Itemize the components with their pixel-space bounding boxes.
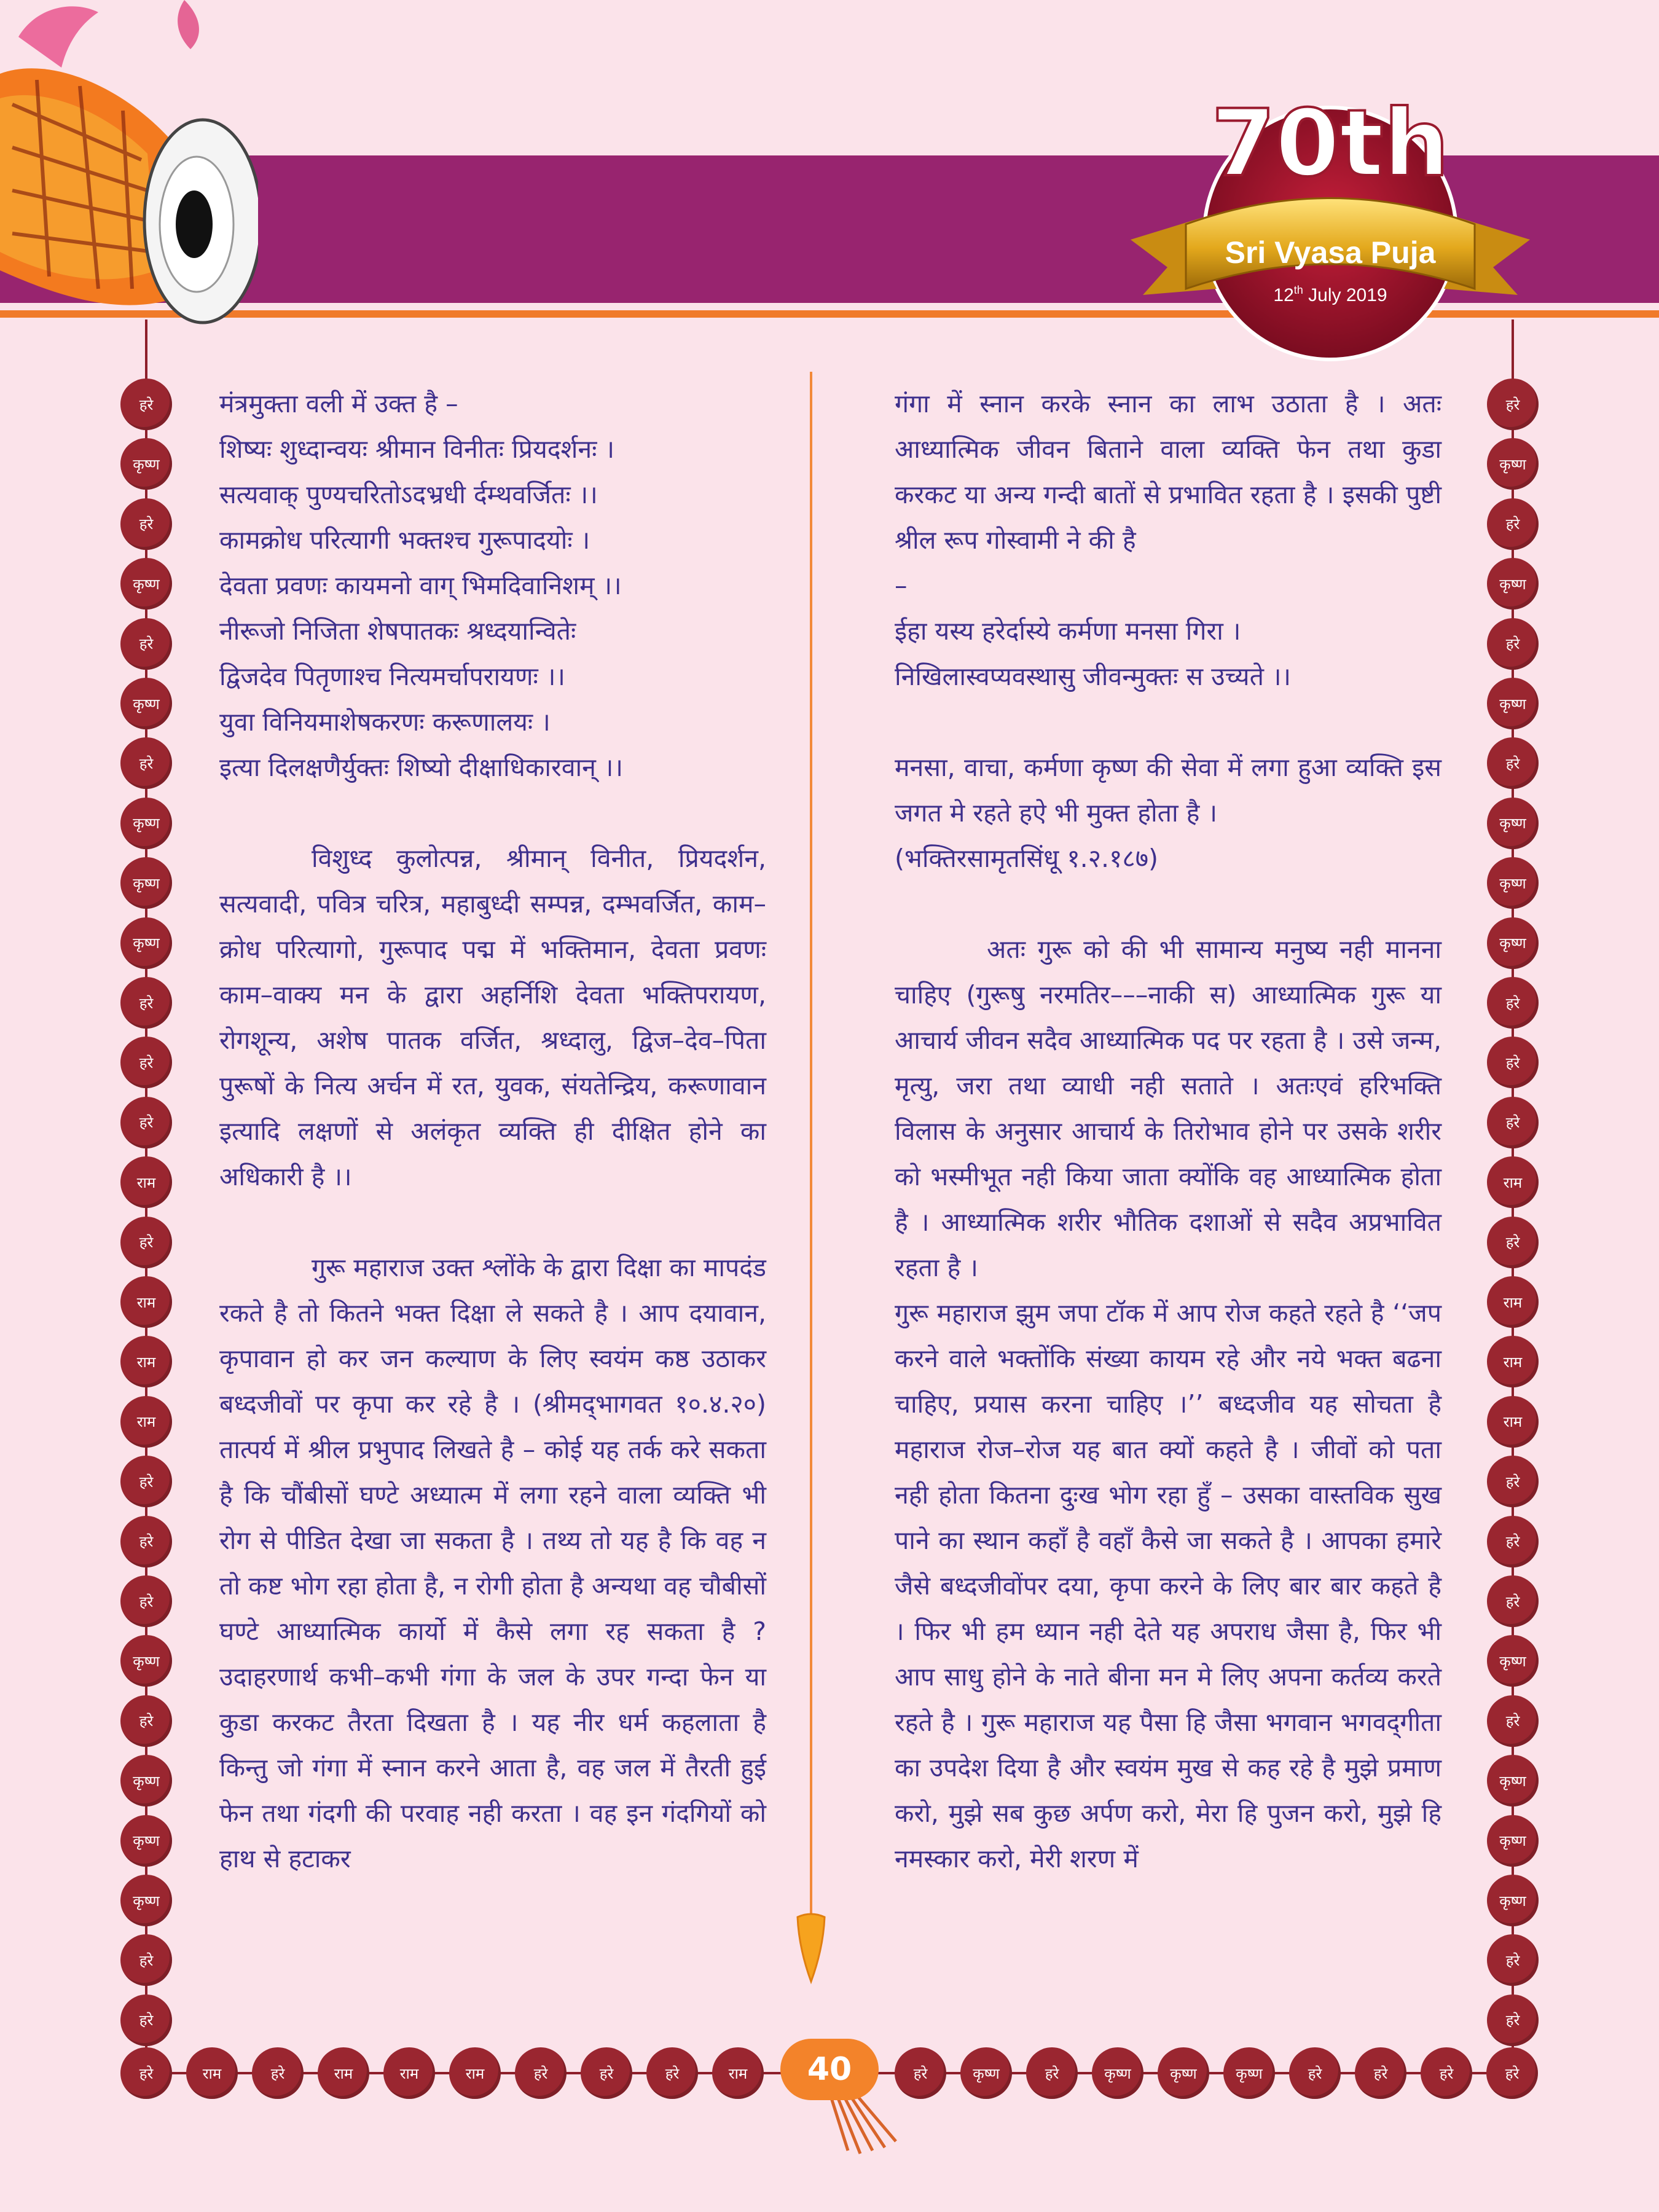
paragraph-ganga: गंगा में स्नान करके स्नान का लाभ उठाता है । अतः आध्यात्मिक जीवन बिताने वाला व्यक्ति फेन तथा कुडा करकट या अन्य गन्दी बातों से प्रभावित रहता है । इसकी पुष्टी श्रील रूप गोस्वामी ने की है [895, 389, 1441, 555]
mantra-bead: कृष्ण [1487, 438, 1539, 490]
mantra-bead: कृष्ण [1158, 2047, 1209, 2099]
verse-line: ईहा यस्य हरेर्दास्ये कर्मणा मनसा गिरा । [895, 616, 1241, 646]
left-column [219, 381, 766, 1881]
badge-date: 12th July 2019 [1273, 284, 1387, 305]
badge-number: 70th [1211, 92, 1449, 197]
mantra-bead: राम [120, 1336, 172, 1387]
mantra-bead: हरे [1355, 2047, 1406, 2099]
mantra-bead: राम [1487, 1276, 1539, 1328]
mantra-bead: कृष्ण [120, 857, 172, 909]
dash: – [895, 571, 908, 600]
mantra-bead: राम [120, 1276, 172, 1328]
mantra-bead: राम [318, 2047, 369, 2099]
mantra-bead: राम [1487, 1396, 1539, 1448]
mantra-bead: हरे [120, 1934, 172, 1986]
mantra-bead: कृष्ण [1487, 1635, 1539, 1687]
mantra-bead: राम [1487, 1156, 1539, 1208]
verse-line: इत्या दिलक्षणैर्युक्तः शिष्यो दीक्षाधिकारवान् ।। [219, 753, 624, 782]
mantra-bead: हरे [1487, 378, 1539, 430]
paragraph-initiation: गुरू महाराज उक्त श्लोंके के द्वारा दिक्षा का मापदंड रकते है तो कितने भक्त दिक्षा ले सकते है । आप दयावान, कृपावान हो कर जन कल्याण के लिए स्वयंम कष्ठ उठाकर बध्दजीवों पर कृपा कर रहे है । (श्रीमद्‌भागवत १०.४.२०) तात्पर्य में श्रील प्रभुपाद लिखते है – कोई यह तर्क करे सकता है कि चौंबीसों घण्टे अध्यात्म में लगा रहने वाला व्यक्ति भी रोग से पीडित देखा जा सकता है । तथ्य तो यह है कि वह न तो कष्ट भोग रहा होता है, न रोगी होता है अन्यथा वह चौबीसों घण्टे आध्यात्मिक कार्यो में कैसे लगा रह सकता है ? उदाहरणार्थ कभी–कभी गंगा के जल के उपर गन्दा फेन या कुडा करकट तैरता दिखता है । यह नीर धर्म कहलाता है किन्तु जो गंगा में स्नान करने आता है, वह जल में तैरती हुई फेन तथा गंदगी की परवाह नही करता । वह इन गंदगियों को हाथ से हटाकर [219, 1253, 766, 1873]
mantra-bead: हरे [1487, 1456, 1539, 1507]
frame-right-line [1512, 320, 1514, 2077]
mantra-bead: हरे [120, 1456, 172, 1507]
mantra-bead: हरे [120, 737, 172, 789]
mantra-bead: हरे [1487, 1037, 1539, 1088]
mantra-bead: कृष्ण [960, 2047, 1012, 2099]
paragraph-liberation: मनसा, वाचा, कर्मणा कृष्ण की सेवा में लगा हुआ व्यक्ति इस जगत मे रहते हऐ भी मुक्त होता है । [895, 753, 1441, 828]
mantra-bead: हरे [1487, 1097, 1539, 1148]
mantra-bead: हरे [646, 2047, 698, 2099]
mantra-bead: कृष्ण [1092, 2047, 1143, 2099]
verse-line: सत्यवाक् पुण्यचरितोऽदभ्रधी र्दम्थवर्जितः ।। [219, 480, 598, 509]
mantra-bead: कृष्ण [120, 1635, 172, 1687]
paragraph-spiritual-master: अतः गुरू को की भी सामान्य मनुष्य नही मानना चाहिए (गुरूषु नरमतिर–––नाकी स) आध्यात्मिक गुरू या आचार्य जीवन सदैव आध्यात्मिक पद पर रहता है । उसे जन्म, मृत्यु, जरा तथा व्याधी नही सताते । अतःएवं हरिभक्ति विलास के अनुसार आचार्य के तिरोभाव होने पर उसके शरीर को भस्मीभूत नही किया जाता क्योंकि वह आध्यात्मिक होता है । आध्यात्मिक शरीर भौतिक दशाओं से सदैव अप्रभावित रहता है । [895, 935, 1441, 1282]
mantra-bead: हरे [1486, 2047, 1538, 2099]
mantra-bead: कृष्ण [1487, 1875, 1539, 1926]
badge-title: Sri Vyasa Puja [1225, 235, 1436, 270]
mantra-bead: कृष्ण [1487, 1815, 1539, 1867]
mantra-bead: हरे [515, 2047, 567, 2099]
mantra-bead: राम [449, 2047, 501, 2099]
mantra-bead: हरे [120, 498, 172, 550]
paragraph-chanting: गुरू महाराज झुम जपा टॉक में आप रोज कहते रहते है ‘‘जप करने वाले भक्तोंकि संख्या कायम रहे और नये भक्त बढना चाहिए, प्रयास करना चाहिए ।’’ बध्दजीव यह सोचता है महाराज रोज–रोज यह बात क्यों कहते है । जीवों को पता नही होता कितना दुःख भोग रहा हुँ – उसका वास्तविक सुख पाने का स्थान कहाँ है वहाँ कैसे जा सकते है । आपका हमारे जैसे बध्दजीवोंपर दया, कृपा करने के लिए बार बार कहते है । फिर भी हम ध्यान नही देते यह अपराध जैसा है, फिर भी आप साधु होने के नाते बीना मन मे लिए अपना कर्तव्य करते रहते है । गुरू महाराज यह पैसा हि जैसा भगवान भगवद्‌गीता का उपदेश दिया है और स्वयंम मुख से कह रहे है मुझे प्रमाण करो, मुझे सब कुछ अर्पण करो, मेरा हि पुजन करो, मुझे हि नमस्कार करो, मेरी शरण में [895, 1298, 1441, 1873]
mantra-bead: हरे [120, 618, 172, 670]
paragraph-qualities: विशुध्द कुलोत्पन्न, श्रीमान् विनीत, प्रियदर्शन, सत्यवादी, पवित्र चरित्र, महाबुध्दी सम्पन्न, दम्भवर्जित, काम–क्रोध परित्यागो, गुरूपाद पद्म में भक्तिमान, देवता प्रवणः काम–वाक्य मन के द्वारा अहर्निशि देवता भक्तिपरायण, रोगशून्य, अशेष पातक वर्जित, श्रध्दालु, द्विज–देव–पिता पुरूषों के नित्य अर्चन में रत, युवक, संयतेन्द्रिय, करूणावान इत्यादि लक्षणों से अलंकृत व्यक्ति ही दीक्षित होने का अधिकारी है ।। [219, 844, 766, 1191]
verse-line: द्विजदेव पितृणाश्च नित्यमर्चापरायणः ।। [219, 662, 565, 691]
mantra-bead: कृष्ण [1487, 678, 1539, 729]
mantra-bead: हरे [1487, 977, 1539, 1029]
mantra-bead: हरे [895, 2047, 946, 2099]
scripture-reference: (भक्तिरसामृतसिंधू १.२.१८७) [895, 844, 1159, 873]
mantra-bead: हरे [120, 378, 172, 430]
right-column [895, 381, 1441, 1881]
mantra-bead: हरे [120, 1994, 172, 2046]
mridanga-drum-icon [0, 0, 258, 344]
verse-line: युवा विनियमाशेषकरणः करूणालयः । [219, 707, 551, 737]
mantra-bead: राम [383, 2047, 435, 2099]
mantra-bead: हरे [120, 1575, 172, 1627]
verse-line: कामक्रोध परित्यागी भक्तश्च गुरूपादयोः । [219, 525, 590, 555]
verse-line: नीरूजो निजिता शेषपातकः श्रध्दयान्वितेः [219, 616, 576, 646]
mantra-bead: हरे [1487, 1934, 1539, 1986]
mantra-bead: हरे [1487, 498, 1539, 550]
mantra-bead: कृष्ण [120, 678, 172, 729]
verse-line: शिष्यः शुध्दान्वयः श्रीमान विनीतः प्रियदर्शनः । [219, 434, 615, 464]
mantra-bead: हरे [120, 1516, 172, 1567]
mantra-bead: हरे [1487, 737, 1539, 789]
mantra-bead: कृष्ण [120, 558, 172, 610]
mantra-bead: हरे [1289, 2047, 1341, 2099]
mantra-bead: हरे [581, 2047, 632, 2099]
frame-left-line [145, 320, 147, 2077]
mantra-bead: कृष्ण [1487, 917, 1539, 969]
page-number: 40 [780, 2039, 879, 2100]
mantra-bead: हरे [1487, 1994, 1539, 2046]
mantra-bead: कृष्ण [120, 1755, 172, 1806]
mantra-bead: राम [1487, 1336, 1539, 1387]
mantra-bead: हरे [120, 977, 172, 1029]
sanskrit-verse-2 [895, 608, 1441, 699]
mantra-bead: हरे [1421, 2047, 1472, 2099]
mantra-bead: हरे [120, 1037, 172, 1088]
mantra-bead: हरे [120, 1695, 172, 1747]
mantra-bead: कृष्ण [120, 1875, 172, 1926]
verse-intro: मंत्रमुक्ता वली में उक्त है – [219, 389, 458, 418]
mantra-bead: राम [120, 1156, 172, 1208]
mantra-bead: हरे [120, 2047, 172, 2099]
mantra-bead: कृष्ण [120, 438, 172, 490]
mantra-bead: कृष्ण [1487, 558, 1539, 610]
mantra-bead: हरे [1487, 618, 1539, 670]
mantra-bead: कृष्ण [1487, 1755, 1539, 1806]
tilak-drop-icon [793, 1911, 830, 1985]
mantra-bead: हरे [120, 1097, 172, 1148]
mantra-bead: राम [186, 2047, 238, 2099]
mantra-bead: कृष्ण [120, 917, 172, 969]
mantra-bead: कृष्ण [120, 798, 172, 849]
mantra-bead: हरे [1487, 1516, 1539, 1567]
mantra-bead: राम [120, 1396, 172, 1448]
vyasa-puja-badge [1118, 92, 1542, 387]
mantra-bead: राम [712, 2047, 764, 2099]
mantra-bead: हरे [252, 2047, 304, 2099]
verse-line: निखिलास्वप्यवस्थासु जीवन्मुक्तः स उच्यते ।। [895, 662, 1292, 691]
mantra-bead: हरे [1487, 1575, 1539, 1627]
center-divider [810, 372, 812, 1920]
mantra-bead: कृष्ण [1223, 2047, 1275, 2099]
mantra-bead: हरे [120, 1217, 172, 1268]
mantra-bead: हरे [1487, 1217, 1539, 1268]
mantra-bead: कृष्ण [1487, 857, 1539, 909]
sanskrit-verse [219, 426, 766, 790]
mantra-bead: हरे [1026, 2047, 1078, 2099]
mantra-bead: कृष्ण [120, 1815, 172, 1867]
mantra-bead: हरे [1487, 1695, 1539, 1747]
verse-line: देवता प्रवणः कायमनो वाग् भिमदिवानिशम् ।। [219, 571, 622, 600]
mantra-bead: कृष्ण [1487, 798, 1539, 849]
